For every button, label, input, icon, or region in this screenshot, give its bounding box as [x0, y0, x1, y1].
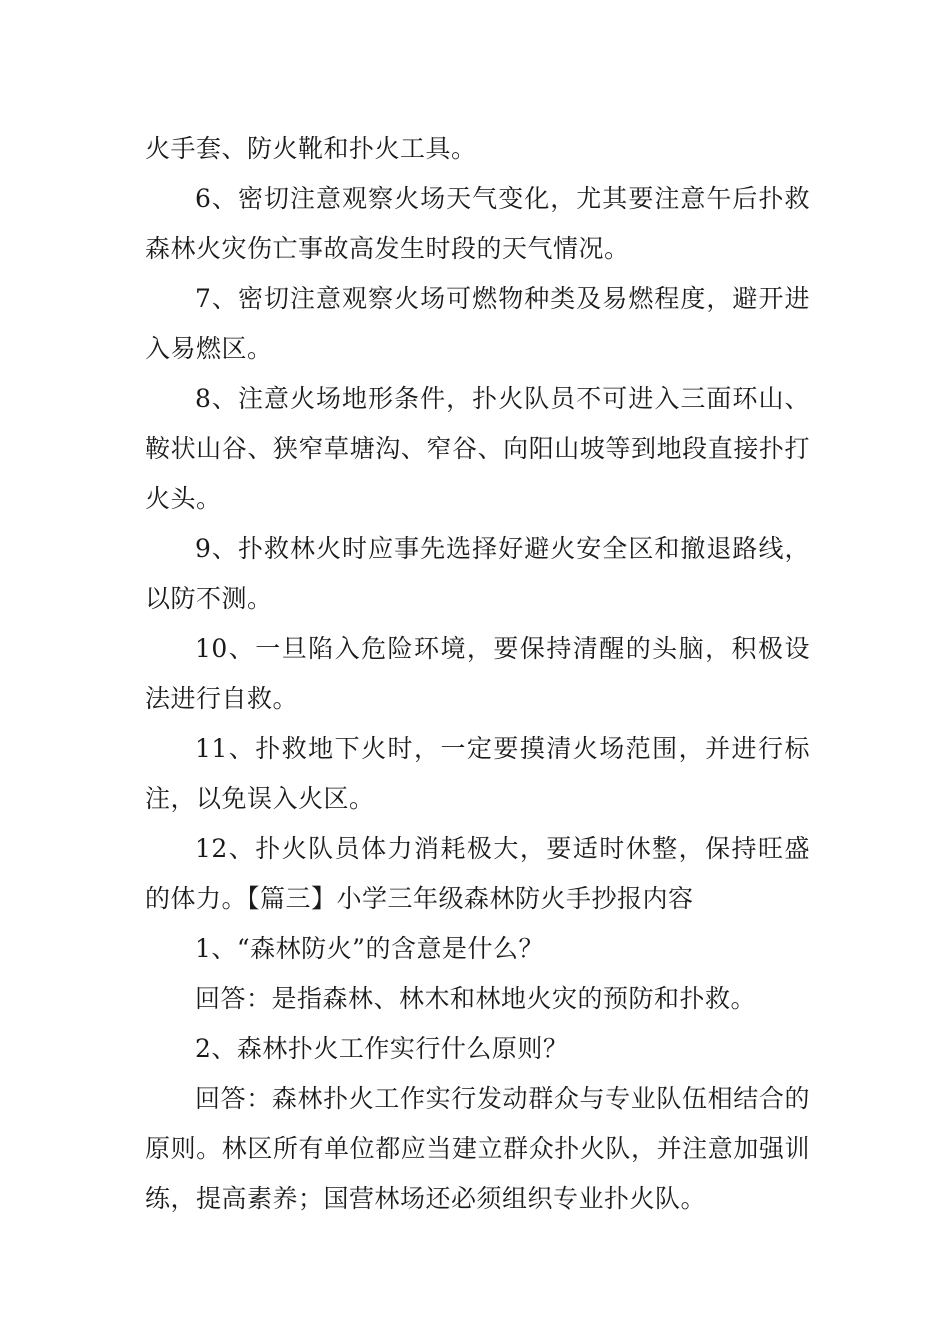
paragraph-item-11: 11、扑救地下火时，一定要摸清火场范围，并进行标注，以免误入火区。	[145, 734, 810, 813]
paragraph-item-10: 10、一旦陷入危险环境，要保持清醒的头脑，积极设法进行自救。	[145, 634, 810, 713]
question-2: 2、森林扑火工作实行什么原则？	[195, 1034, 569, 1063]
paragraph-item-9: 9、扑救林火时应事先选择好避火安全区和撤退路线，以防不测。	[145, 534, 810, 613]
paragraph-item-6: 6、密切注意观察火场天气变化，尤其要注意午后扑救森林火灾伤亡事故高发生时段的天气情况。	[145, 184, 810, 263]
paragraph-item-12: 12、扑火队员体力消耗极大，要适时休整，保持旺盛的体力。【篇三】小学三年级森林防火手抄报内容	[145, 834, 810, 913]
paragraph-continuation: 火手套、防火靴和扑火工具。	[145, 134, 477, 163]
question-1: 1、“森林防火”的含意是什么？	[195, 934, 544, 963]
paragraph-item-8: 8、注意火场地形条件，扑火队员不可进入三面环山、鞍状山谷、狭窄草塘沟、窄谷、向阳山坡等到地段直接扑打火头。	[145, 384, 810, 513]
answer-2: 回答：森林扑火工作实行发动群众与专业队伍相结合的原则。林区所有单位都应当建立群众扑火队，并注意加强训练，提高素养；国营林场还必须组织专业扑火队。	[145, 1084, 810, 1213]
answer-1: 回答：是指森林、林木和林地火灾的预防和扑救。	[195, 984, 757, 1013]
document-body	[145, 124, 810, 1224]
paragraph-item-7: 7、密切注意观察火场可燃物种类及易燃程度，避开进入易燃区。	[145, 284, 810, 363]
